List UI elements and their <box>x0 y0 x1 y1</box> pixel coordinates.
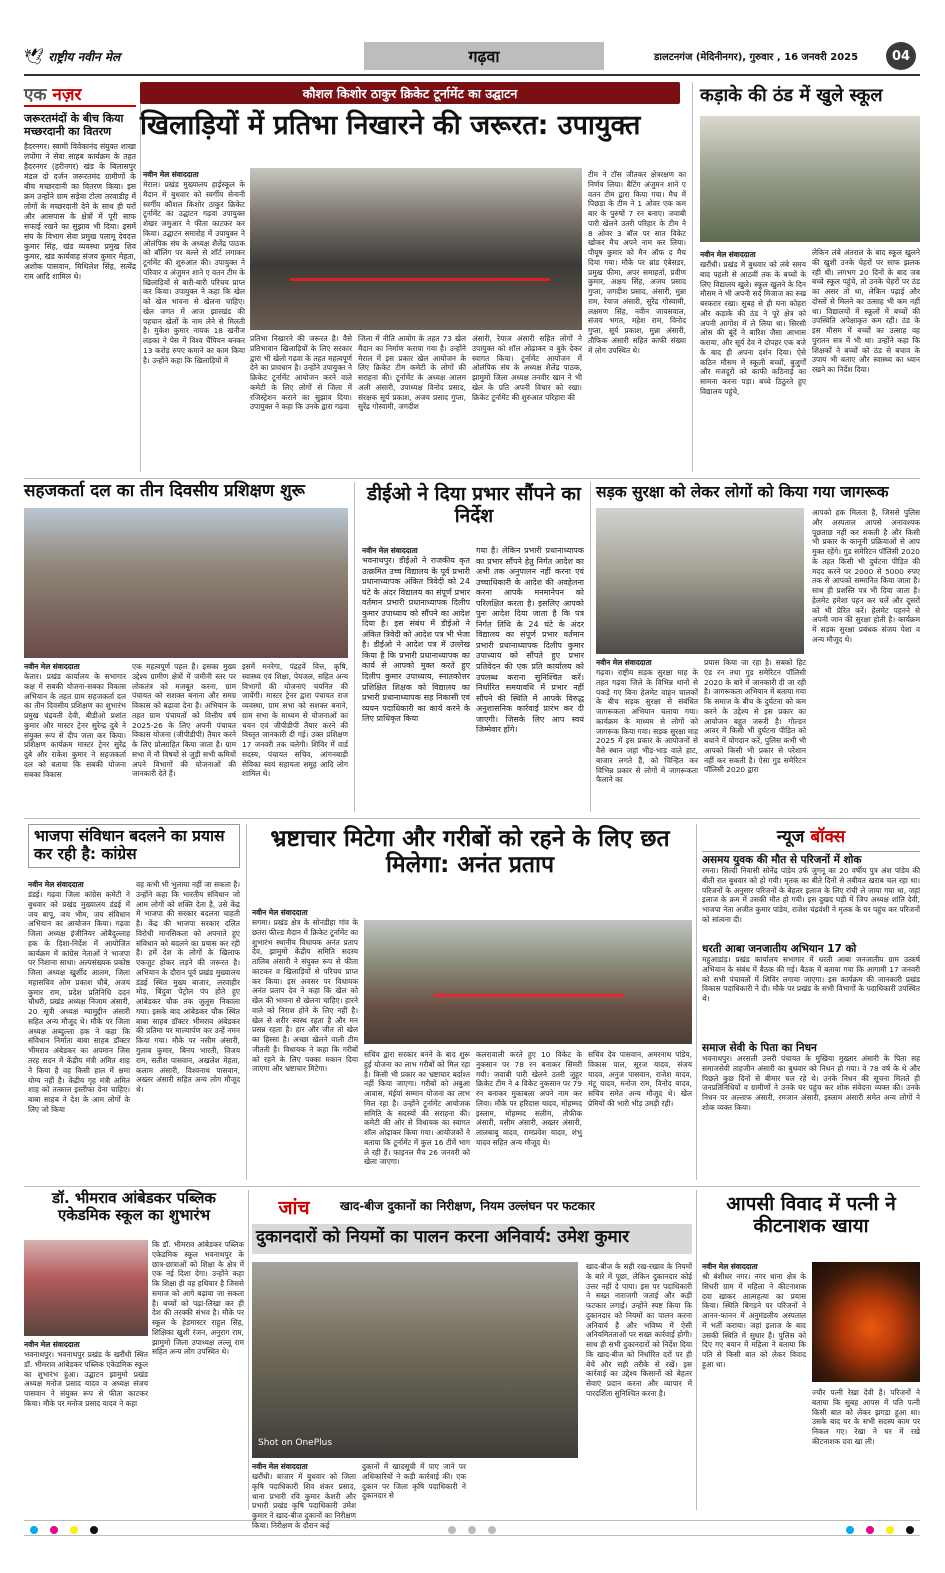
anant-col2: सचिव द्वारा सरकार बनने के बाद शुरू हुई योजना का लाभ गरीबों को मिल रहा है। किसी भी प्रकार का भ्रष्टाचार बर्दाश्त नहीं किया जाएगा। गरीबों को अबुआ आवास, मंईयां सम्मान योजना का लाभ मिल रहा है। उन्होंने टूर्नामेंट आयोजक समिति के सदस्यों की सराहना की। कमेटी की ओर से विधायक का स्वागत शॉल ओढ़ाकर किया गया। आयोजकों ने बताया कि टूर्नामेंट में कुल 16 टीमें भाग ले रही हैं। फाइनल मैच 26 जनवरी को खेला जाएगा। <box>364 1050 470 1167</box>
lead-kicker-text: कौशल किशोर ठाकुर क्रिकेट टूर्नामेंट का उद्घाटन <box>302 85 518 101</box>
aapsi-col2: ज्यौर पत्नी रेखा देवी है। परिजनों ने बताया कि सुबह आपस में पति पत्नी किसी बात को लेकर झगड़ा हुआ था। उसके बाद घर के सभी सदस्य काम पर निकल गए। रेखा ने घर में रखे कीटनाशक दवा खा ली। <box>812 1388 920 1446</box>
anant-byline: नवीन मेल संवाददाता <box>252 908 308 917</box>
khad-kicker: खाद-बीज दुकानों का निरीक्षण, नियम उल्लंघन पर फटकार <box>340 1199 595 1213</box>
sahajkarta-byline: नवीन मेल संवाददाता <box>24 662 80 671</box>
sadak-col2: प्रयास किया जा रहा है। सबको हिट एंड रन तथा गुड समेरिटन पॉलिसी 2020 के बारे में जानकारी दी जा रही है। जागरूकता अभियान में बताया गया कि समाज के बीच के दुर्घटना को कम करने के उद्देश्य से इस प्रकार का आयोजन बहुत जरूरी है। गोल्डन आवर में किसी भी दुर्घटना पीड़ित को बचाने में योगदान करें, पुलिस कभी भी आपको किसी भी प्रकार से परेशान नहीं कर सकती है। ऐसा गुड समेरिटन पॉलिसी 2020 द्वारा <box>704 658 806 775</box>
sadak-photo <box>596 508 804 654</box>
bjp-col1: डंडई। गढ़वा जिला कांग्रेस कमेटी ने बुधवार को प्रखंड मुख्यालय डंडई में जय बापू, जय भीम, जय संविधान अभियान का आयोजन किया। गढ़वा जिला अध्यक्ष इंजीनियर ओबैदुल्लाह हक के दिशा-निर्देश में आयोजित कार्यक्रम में कांग्रेस नेताओं ने भाजपा पर निशाना साधा। अल्पसंख्यक प्रकोष्ठ जिला अध्यक्ष खुर्शीद आलम, जिला महासचिव ओम प्रकाश चौबे, अजय कुमार राम, प्रदेश प्रतिनिधि ददन चौधरी, प्रखंड अध्यक्ष निजाम अंसारी, 20 सूत्री अध्यक्ष म्यामुद्दीन अंसारी सहित अन्य मौजूद थे। मौके पर जिला अध्यक्ष अब्दुल्ला हक ने कहा कि संविधान निर्माता बाबा साहब डॉक्टर भीमराव अंबेडकर का अपमान जिस तरह सदन में केंद्रीय मंत्री अमित शाह ने किया है वह किसी हाल में क्षमा योग्य नहीं है। केंद्रीय गृह मंत्री अमित शाह को तत्काल इस्तीफा देना चाहिए। बाबा साहब ने देश के आम लोगों के लिए जो किया <box>28 890 130 1114</box>
masthead <box>24 40 920 72</box>
khad-col2: दुकानों में खादसूची में पाए जाने पर अधिकारियों ने कड़ी कार्रवाई की। एक दुकान पर जिला कृषि पदाधिकारी ने दुकानदार से <box>362 1462 466 1501</box>
ek-nazar-box <box>24 82 136 472</box>
section-banner <box>364 42 604 70</box>
sahajkarta-col1: केतार। प्रखंड कार्यालय के सभागार कक्ष में सबकी योजना-सबका विकास अभियान के तहत ग्राम सहजकर्ता दल का तीन दिवसीय प्रशिक्षण का शुभारंभ प्रमुख चंद्रवती देवी, बीडीओ प्रशांत कुमार और मास्टर ट्रेनर सुरेन्द्र दुबे ने संयुक्त रूप से दीप जला कर किया। प्रशिक्षण कार्यक्रम मास्टर ट्रेनर सुरेंद्र दुबे और राकेश कुमार ने सहजकर्ता दल को बताया कि सबकी योजना सबका विकास <box>24 672 126 779</box>
logo-text: राष्ट्रीय नवीन मेल <box>48 49 121 64</box>
news-box-label <box>702 824 920 847</box>
news-box <box>702 824 920 1180</box>
kadake-photo <box>700 116 920 242</box>
ek-nazar-body: हैदरनगर। स्वामी विवेकानंद संयुक्त शाखा लपोंगा ने सेवा साहब कार्यक्रम के तहत हैदरनगर (हरीनगर) खंड के बिलासपुर मंडल दो दर्जन जरूरतमंद ग्रामीणों के बीच मच्छरदानी का वितरण किया। इस क्रम उन्होंने ग्राम सड़ेया टोला तरवाडीह में लोगों के मच्छरदानी देने के साथ ही घरों और आसपास के क्षेत्रों में पूरी साफ सफाई रखने का सुझाव भी दिया। इसमें संघ के विभाग सेवा प्रमुख पलामू देवदत्त कुमार सिंह, खंड व्यवस्था प्रमुख शिव कुमार, खंड कार्यवाह संजय कुमार मेहता, अशोक पासवान, मिथिलेश सिंह, सत्येंद्र राम आदि शामिल थे। <box>24 142 136 282</box>
anant-col1: सगमा। प्रखंड क्षेत्र के सोनडीहा गांव के छतरा फील्ड मैदान में क्रिकेट टूर्नामेंट का शुभारंभ स्थानीय विधायक अनंत प्रताप देव, झामुमो केंद्रीय समिति सदस्य तालिब अंसारी ने संयुक्त रूप से फीता काटकर व खिलाड़ियों से परिचय प्राप्त कर किया। इस अवसर पर विधायक अनंत प्रताप देव ने कहा कि खेल को खेल की भावना से खेलना चाहिए। हारने वाले को निराश होने के लिए नहीं है। खेल से शरीर स्वस्थ रहता है और मन प्रसन्न रहता है। हार और जीत तो खेल का हिस्सा है। अच्छा खेलने वाली टीम जीतती है। विधायक ने कहा कि गरीबों को रहने के लिए पक्का मकान दिया जाएगा और भ्रष्टाचार मिटेगा। <box>252 918 358 1074</box>
lead-col3: जिला में नीति आयोग के तहत 73 खेल मैदान का निर्माण कराया गया है। उन्होंने मेराल में इस प्रकार खेल आयोजन के लिए क्रिकेट टीम कमेटी के लोगों की सराहना की। टूर्नामेंट के अध्यक्ष आलम अली अंसारी, उपाध्यक्ष विनोद प्रसाद, संरक्षक सूर्य प्रकाश, अजय प्रसाद गुप्ता, सुरेंद्र गोस्वामी, जगदीश <box>358 334 466 412</box>
page-number-text: 04 <box>891 48 911 64</box>
lead-col2: प्रतिभा निखारने की जरूरत है। वैसे प्रतिभावान खिलाड़ियों के लिए सरकार द्वारा भी खेलो गढ़वा के तहत महत्वपूर्ण देने का प्रावधान है। उन्होंने उपायुक्त ने क्रिकेट टूर्नामेंट आयोजन करने वाले कमेटी के लिए लोगों से जिला में रजिस्ट्रेशन कराने का सुझाव दिया। उपायुक्त ने कहा कि उनके द्वारा गढ़वा <box>250 334 352 412</box>
sahajkarta-headline: सहजकर्ता दल का तीन दिवसीय प्रशिक्षण शुरू <box>24 481 305 501</box>
khad-col3: खाद-बीज के सही रख-रखाव के नियमों के बारे में पूछा, लेकिन दुकानदार कोई उत्तर नहीं दे पाया। इस पर पदाधिकारी ने सख्त नाराजगी जताई और कड़ी फटकार लगाई। उन्होंने स्पष्ट किया कि दुकानदार को नियमों का पालन करना अनिवार्य है और भविष्य में ऐसी अनियमितताओं पर सख्त कार्रवाई होगी। साथ ही सभी दुकानदारों को निर्देश दिया कि खाद-बीज को निर्धारित दरों पर ही बेचें और सही तरीके से रखें। इस कार्रवाई का उद्देश्य किसानों को बेहतर सेवाएं प्रदान करना और व्यापार में पारदर्शिता सुनिश्चित करना है। <box>586 1262 692 1398</box>
kadake-byline: नवीन मेल संवाददाता <box>700 250 756 259</box>
bird-logo-icon: 🕊 <box>24 46 45 66</box>
section-name: गढ़वा <box>468 47 500 66</box>
deo-col2: गया है। लेकिन प्रभारी प्रधानाध्यापक का प्रभार सौंपने हेतु निर्गत आदेश का अभी तक अनुपालन नहीं करना एवं उच्चाधिकारी के आदेश की अवहेलना करना आपके मनमानेपन को परिलक्षित करता है। इसलिए आपको पुनः आदेश दिया जाता है कि पत्र निर्गत तिथि के 24 घंटे के अंदर विद्यालय का संपूर्ण प्रभार वर्तमान प्रभारी प्रधानाध्यापक दिलीप कुमार उपाध्याय को सौंपते हुए प्रभार प्रतिवेदन की एक प्रति कार्यालय को उपलब्ध कराना सुनिश्चित करें। निर्धारित समयावधि में प्रभार नहीं सौंपने की स्थिति में आपके विरुद्ध अनुशासनिक कार्रवाई प्रारंभ कर दी जाएगी। जिसके लिए आप स्वयं जिम्मेवार होंगे। <box>476 546 584 735</box>
bjp-headline: भाजपा संविधान बदलने का प्रयास कर रही है: कांग्रेस <box>28 824 240 868</box>
ambedkar-headline: डॉ. भीमराव आंबेडकर पब्लिक एकेडमिक स्कूल का शुभारंभ <box>52 1189 216 1225</box>
registration-marks-center <box>442 1519 502 1538</box>
khad-headline: दुकानदारों को नियमों का पालन करना अनिवार्य: उमेश कुमार <box>256 1227 630 1247</box>
kadake-col2: लेकिन लंबे अंतराल के बाद स्कूल खुलने की खुशी उनके चेहरों पर साफ झलक रही थी। लगभग 20 दिनों के बाद जब बच्चे स्कूल पहुंचे, तो उनके चेहरों पर ठंड का असर तो था, लेकिन पढ़ाई और दोस्तों से मिलने का उत्साह भी कम नहीं था। विद्यालयों में स्कूलों में बच्चों की उपस्थिति अपेक्षाकृत कम रही। ठंड के इस मौसम में बच्चों का उत्साह वह पुरातन सत्र में भी था। उन्होंने कहा कि शिक्षकों ने बच्चों को ठंड से बचाव के उपाय भी बताए और स्वास्थ्य का ध्यान रखने का निर्देश दिया। <box>812 248 920 375</box>
ribbon-icon <box>290 278 550 281</box>
registration-marks-left <box>24 1519 104 1538</box>
page-number <box>886 42 916 70</box>
news-item3-body: भवनाथपुर। अरसली उत्तरी पंचायत के मुखिया मुख्तार अंसारी के पिता सह समाजसेवी ताहजीन अंसारी का बुधवार को निधन हो गया। वे 78 वर्ष के थे और पिछले कुछ दिनों से बीमार चल रहे थे। उनके निधन की सूचना मिलते ही जनप्रतिनिधियों व ग्रामीणों ने उनके घर पहुंच कर शोक संवेदना व्यक्त की। उनके निधन पर अल्ताफ अंसारी, रमजान अंसारी, इस्लाम अंसारी समेत अन्य लोगों ने शोक व्यक्त किया। <box>702 1054 920 1113</box>
lead-headline: खिलाड़ियों में प्रतिभा निखारने की जरूरत: उपायुक्त <box>140 110 641 141</box>
aapsi-col1: श्री बंशीधर नगर। नगर थाना क्षेत्र के सिधरी ग्राम में महिला ने कीटनाशक दवा खाकर आत्महत्या का प्रयास किया। स्थिति बिगड़ने पर परिजनों ने आनन-फानन में अनुमंडलीय अस्पताल में भर्ती कराया। जहां इलाज के बाद उसकी स्थिति में सुधार है। पुलिस को दिए गए बयान में महिला ने बताया कि पति से किसी बात को लेकर विवाद हुआ था। <box>702 1272 806 1369</box>
masthead-rule <box>24 74 920 76</box>
lead-photo <box>250 168 582 330</box>
lead-col4: अंसारी, रेयाज अंसारी सहित लोगों ने उपायुक्त को शॉल ओढ़ाकर व बुके देकर स्वागत किया। टूर्नामेंट आयोजन में ओलंपिक संघ के अध्यक्ष शैलेंद्र पाठक, झामुमो जिला अध्यक्ष तनवीर खान ने भी खेल के प्रति अपनी विचार को रखा। क्रिकेट टूर्नामेंट की शुरुआत परिहारा की <box>472 334 582 402</box>
news-item3-title: समाज सेवी के पिता का निधन <box>702 1042 817 1055</box>
ambedkar-col2: कि डॉ. भीमराव आंबेडकर पब्लिक एकेडमिक स्कूल भवनाथपुर के छात्र-छात्राओं को शिक्षा के क्षेत्र में एक नई दिशा देगा। उन्होंने कहा कि शिक्षा ही वह हथियार है जिससे समाज को आगे बढ़ाया जा सकता है। बच्चों को पढ़ा-लिखा कर ही देश की तरक्की संभव है। मौके पर स्कूल के हेडमास्टर राहुल सिंह, शिक्षिका खुशी रंजन, अनुराग राम, झामुमो जिला उपाध्यक्ष लल्लू राम सहित अन्य लोग उपस्थित थे। <box>152 1240 244 1357</box>
deo-headline: डीईओ ने दिया प्रभार सौंपने का निर्देश <box>367 483 581 527</box>
bjp-col2: वह कभी भी भुलाया नहीं जा सकता है। उन्होंने कहा कि भारतीय संविधान जो आम लोगों को शक्ति देता है, उसे केंद्र में भाजपा की सरकार बदलना चाहती है। केंद्र की भाजपा सरकार दलित विरोधी मानसिकता को अपनाते हुए संविधान को बदलने का प्रयास कर रही है। हमें देश के लोगों के खिलाफ एकजुट होकर लड़ने की जरूरत है। अभियान के दौरान पूर्व प्रखंड मुख्यालय डंडई स्थित मुख्य बाजार, लरवाहीर मोड़, बिंदुवा पेट्रोल पंप होते हुए आंबेडकर चौक तक जुलूस निकाला गया। इसके बाद आंबेडकर चौक स्थित बाबा साहब डॉक्टर भीमराव अंबेडकर की प्रतिमा पर माल्यार्पण कर उन्हें नमन किया गया। मौके पर नसीम अंसारी, गुलाब कुमार, बिनय भारती, विजय राम, सतीश पासवान, अखलेश मेहता, कलाम अंसारी, विश्वनाथ पासवान, अख्तर अंसारी सहित अन्य लोग मौजूद थे। <box>136 880 240 1095</box>
news-item1-title: असमय युवक की मौत से परिजनों में शोक <box>702 851 920 866</box>
khad-col1: खरौंधी। बाजार में बुधवार को जिला कृषि पदाधिकारी शिव शंकर प्रसाद, थाना प्रभारी रवि कुमार केशरी और प्रभारी प्रखंड कृषि पदाधिकारी उमेश कुमार ने खाद-बीज दुकानों का निरीक्षण किया। निरीक्षण के दौरान कई <box>252 1472 356 1530</box>
photo-credit: Shot on OnePlus <box>258 1438 333 1448</box>
lead-kicker <box>140 82 680 104</box>
anant-col4: सचिव देव पासवान, अमरनाथ पांडेय, विकास पाल, सूरज यादव, संजय यादव, अनुज पासवान, राजेश यादव, मंटू यादव, मनोज राम, विनोद यादव, सचिव समेत अन्य मौजूद थे। खेल प्रेमियों की भारी भीड़ उमड़ी रही। <box>588 1050 692 1108</box>
kadake-headline: कड़ाके की ठंड में खुले स्कूल <box>700 85 883 106</box>
nazar-label: नज़र <box>52 85 82 105</box>
box-label: बॉक्स <box>810 827 846 847</box>
sadak-col1: गढ़वा। राष्ट्रीय सड़क सुरक्षा माह के तहत गढ़वा जिले के विभिन्न थानों से पकड़े गए बिना हेलमेट वाहन चालकों के बीच सड़क सुरक्षा से संबंधित जागरूकता अभियान चलाया गया। कार्यक्रम के माध्यम से लोगों को जागरूक किया गया। सड़क सुरक्षा माह 2025 में इस प्रकार के आयोजनों से वैसे स्थान जहां भीड़-भाड़ वाले हाट, बाजार लगते हैं, को चिन्हित कर विभिन्न प्रकार से लोगों में जागरूकता फैलाने का <box>596 668 698 785</box>
news-item1-body: रमना। सिल्दी निवासी सोनेंद्र पांडेय उर्फ जुगनू का 20 वर्षीय पुत्र अंश पांडेय की बीती रात बुधवार को हो गयी। मृतक का बीते दिनों से तबीयत खराब चल रहा था। परिजनों के अनुसार परिजनों के बेहतर इलाज के लिए रांची ले जाया गया था, जहां इलाज के क्रम में उसकी मौत हो गयी। इस दुखद घड़ी में जिप अध्यक्ष शांति देवी, भाजपा नेता अजीत कुमार पांडेय, राजेश चंद्रवंशी ने मृतक के घर पहुंच कर परिजनों को सांत्वना दी। <box>702 866 920 924</box>
ek-nazar-title: जरूरतमंदों के बीच किया मच्छरदानी का वितरण <box>24 112 124 138</box>
bjp-byline: नवीन मेल संवाददाता <box>28 880 84 889</box>
ambedkar-byline: नवीन मेल संवाददाता <box>24 1340 80 1349</box>
ek-label: एक <box>24 85 47 105</box>
lead-col5: टीम ने टॉस जीतकर क्षेत्ररक्षण का निर्णय लिया। बैटिंग अंजुमन शाने ए वतन टीम द्वारा किया गया। मैच में पिछड़ा के टीम ने 1 ओवर एक कम बार के पुरुषों 7 रन बनाए। जवाबी पारी खेलने उतरी परिहार के टीम ने 8 ओवर 3 बॉल पर सात विकेट खोकर मैच अपने नाम कर लिया। पीयूष कुमार को मैन ऑफ द मैच दिया गया। मौके पर ब्रांड एंबेसडर, प्रमुख फीमा, अपर समाहर्ता, प्रवीण कुमार, अक्षय सिंह, अजय प्रसाद गुप्ता, जगदीश प्रसाद, अंसारी, मुन्ना राम, रेयाज अंसारी, सुरेंद्र गोस्वामी, लक्षमण सिंह, नवीन जायसवाल, संजय भगत, महेश राम, विनोद गुप्ता, सूर्य प्रकाश, मुन्ना अंसारी, तौफिक अंसारी सहित काफी संख्या में लोग उपस्थित थे। <box>588 170 686 355</box>
aapsi-photo <box>812 1262 920 1382</box>
news-item2-body: महुआडांड़। प्रखंड कार्यालय सभागार में धरती आबा जनजातीय ग्राम उत्कर्ष अभियान के संबंध में बैठक की गई। बैठक में बताया गया कि आगामी 17 जनवरी को सभी पंचायतों में शिविर लगाया जाएगा। इस कार्यक्रम की जानकारी प्रखंड विकास पदाधिकारी ने दी। मौके पर प्रखंड के सभी विभागों के पदाधिकारी उपस्थित थे। <box>702 955 920 1004</box>
masthead-logo <box>24 44 184 68</box>
aapsi-byline: नवीन मेल संवाददाता <box>702 1262 758 1271</box>
registration-marks-right <box>840 1519 920 1538</box>
news-item2-title: धरती आबा जनजातीय अभियान 17 को <box>702 943 857 956</box>
sadak-headline: सड़क सुरक्षा को लेकर लोगों को किया गया जागरूक <box>596 483 889 501</box>
sadak-byline: नवीन मेल संवाददाता <box>596 658 652 667</box>
dateline: डालटनगंज (मेदिनीनगर), गुरुवार , 16 जनवरी 2025 <box>654 52 859 63</box>
anant-headline: भ्रष्टाचार मिटेगा और गरीबों को रहने के लिए छत मिलेगा: अनंत प्रताप <box>270 826 670 879</box>
ambedkar-photo <box>24 1240 148 1336</box>
kadake-col1: खरौंधी। प्रखंड में बुधवार को लंबे समय बाद पहली से आठवीं तक के बच्चों के लिए विद्यालय खुले। स्कूल खुलने के दिन मौसम ने भी अपनी सर्द मिजाज का रुख बरकरार रखा। सुबह से ही घना कोहरा और कड़ाके की ठंड ने पूरे क्षेत्र को अपनी आगोश में ले लिया था। सिरसी ओस की बूंदें ने बारिश जैसा आभास कराया, और सूर्य देव ने दोपहर एक बजे के बाद ही अपना दर्शन दिया। ऐसे कठिन मौसम में स्कूली बच्चों, बुजुर्गों और मजदूरों को काफी कठिनाई का सामना करना पड़ा। बच्चे ठिठुरते हुए विद्यालय पहुंचे, <box>700 260 806 396</box>
deo-byline: नवीन मेल संवाददाता <box>362 546 418 555</box>
sahajkarta-photo <box>24 508 348 658</box>
sahajkarta-col2: एक महत्वपूर्ण पहल है। इसका मुख्य उद्देश्य ग्रामीण क्षेत्रों में जमीनी स्तर पर लोकतंत्र को मजबूत करना, ग्राम पंचायत को सशक्त बनाना और समग्र विकास को बढ़ावा देना है। अभियान के तहत ग्राम पंचायतों को वित्तीय वर्ष 2025-26 के लिए अपनी पंचायत विकास योजना (जीपीडीपी) तैयार करने के लिए प्रोत्साहित किया जाता है। ग्राम सभा में नौ विषयों से जुड़ी सभी कमियों अपने विभागों की योजनाओं की जानकारी देते हैं। <box>132 662 236 779</box>
sadak-col3: आपको हक मिलता है, जिससे पुलिस और अस्पताल आपसे अनावश्यक पूछताछ नहीं कर सकती है और किसी भी प्रकार के कानूनी प्रक्रियाओं से आप मुक्त रहेंगे। गुड समेरिटन पॉलिसी 2020 के तहत किसी भी दुर्घटना पीड़ित की मदद करने पर 2000 से 5000 रुपए तक से आपको सम्मानित किया जाता है। साथ ही प्रशस्ति पत्र भी दिया जाता है। हेलमेट हमेशा पहन कर चलें और दूसरों को भी प्रेरित करें। हेलमेट पहनने से अपनी जान की सुरक्षा होती है। कार्यक्रम में सड़क सुरक्षा प्रबंधक संजय पेशा व अन्य मौजूद थे। <box>812 508 920 644</box>
khad-tag: जांच <box>278 1197 310 1219</box>
khad-photo <box>252 1262 578 1458</box>
lead-col1: मेराल। प्रखंड मुख्यालय हाईस्कूल के मैदान में बुधवार को स्वर्गीय सेनानी स्वर्गीय कौशल किशोर ठाकुर क्रिकेट टूर्नामेंट का उद्घाटन गढ़वा उपायुक्त शेखर जमुआर ने फीता काटकर कर किया। उद्घाटन समारोह में उपायुक्त ने ओलंपिक संघ के अध्यक्ष शैलेंद्र पाठक को बॉलिंग पर बल्ले से शॉर्ट लगाकर टूर्नामेंट की शुरुआत की। उपायुक्त ने परिवार व अंजुमन शाने ए वतन टीम के खिलाड़ियों से बारी-बारी परिचय प्राप्त कर किया। उपायुक्त ने कहा कि खेल को खेल भावना से खेलना चाहिए। खेल जगत में आज झारखंड की पहचान खेलों के नाम लेने से मिलती है। मुकेश कुमार नायक 18 खनीज लड़का ने पेस में विश्व चैंपियन बनकर 13 करोड़ रुपए कमाने का काम किया है। उन्होंने कहा कि खिलाड़ियों में <box>143 180 245 365</box>
ambedkar-col1: भवनाथपुर। भवनाथपुर प्रखंड के खरौंधी स्थित डॉ. भीमराव आंबेडकर पब्लिक एकेडमिक स्कूल का शुभारंभ हुआ। उद्घाटन झामुमो प्रखंड अध्यक्ष मनोज प्रसाद यादव व अध्यक्ष संजय पासवान ने संयुक्त रूप से फीता काटकर किया। मौके पर मनोज प्रसाद यादव ने कहा <box>24 1350 148 1408</box>
sahajkarta-col3: इसमें मनरेगा, पंद्रहवें वित्त, कृषि, स्वास्थ्य एवं शिक्षा, पेयजल, सहित अन्य विभागों की योजनाएं चयनित की जायेंगी। मास्टर ट्रेनर द्वारा पंचायत राज व्यवस्था, ग्राम सभा को सशक्त बनाने, ग्राम सभा के माध्यम से योजनाओं का चयन एवं जीपीडीपी तैयार करने की विस्तृत जानकारी दी गई। उक्त प्रशिक्षण 17 जनवरी तक चलेगी। शिविर में वार्ड सदस्य, पंचायत सचिव, आंगनबाड़ी सेविका स्वयं सहायता समूह आदि लोग शामिल थे। <box>242 662 348 779</box>
aapsi-headline: आपसी विवाद में पत्नी ने कीटनाशक खाया <box>726 1193 896 1237</box>
news-label: न्यूज <box>776 827 805 847</box>
registration-bar <box>24 1520 920 1536</box>
ek-nazar-label <box>24 82 136 107</box>
lead-byline: नवीन मेल संवाददाता <box>143 170 199 179</box>
ribbon-icon <box>434 994 624 997</box>
anant-col3: कलरावाली करते हुए 10 विकेट के नुकसान पर 78 रन बनाकर सिमरी गयी। जवाबी पारी खेलने उतरी जुहूर क्रिकेट टीम ने 4 विकेट नुकसान पर 79 रन बनाकर मुकाबला अपने नाम कर लिया। मौके पर हरिदास यादव, मोहम्मद इस्लाम, मोहम्मद सलीम, तौफीक अंसारी, वसीम अंसारी, अख्तर अंसारी, लालबाबू यादव, रामप्रवेश यादव, शंभु यादव सहित अन्य मौजूद थे। <box>476 1050 582 1147</box>
deo-col1: भवनाथपुर। डीईओ ने राजकीय कृत उत्क्रमित उच्च विद्यालय के पूर्व प्रभारी प्रधानाध्यापक अंकित त्रिवेदी को 24 घंटे के अंदर विद्यालय का संपूर्ण प्रभार वर्तमान प्रभारी प्रधानाध्यापक दिलीप कुमार उपाध्याय को सौंपने का आदेश दिया है। इस संबंध में डीईओ ने अंकित त्रिवेदी को आदेश पत्र भी भेजा है। डीईओ ने आदेश पत्र में उल्लेख किया है कि प्रभारी प्रधानाध्यापक का कार्य से आपको मुक्त करते हुए दिलीप कुमार उपाध्याय, स्नातकोत्तर प्रशिक्षित शिक्षक को विद्यालय का प्रभारी प्रधानाध्यापक सह निकासी एवं व्ययन पदाधिकारी का कार्य करने के लिए प्राधिकृत किया <box>362 556 470 724</box>
khad-byline: नवीन मेल संवाददाता <box>252 1462 308 1471</box>
anant-photo <box>364 920 692 1044</box>
